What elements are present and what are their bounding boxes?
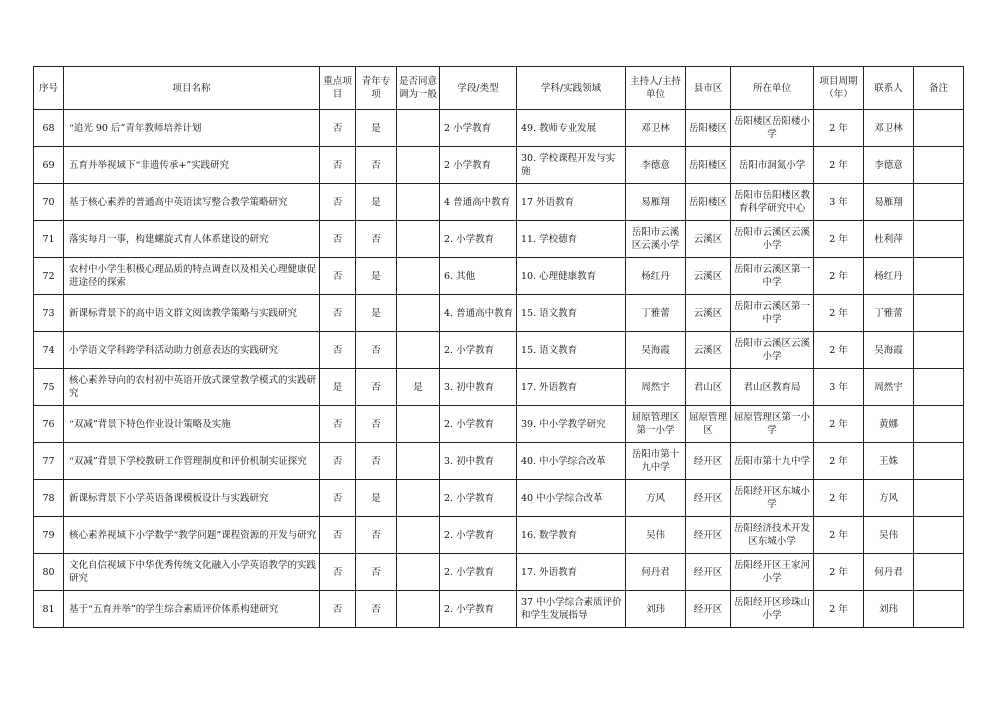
cell-host: 刘玮 <box>626 591 686 628</box>
cell-county: 岳阳楼区 <box>686 147 731 184</box>
cell-host: 何丹君 <box>626 554 686 591</box>
cell-unit: 岳阳市云溪区第一中学 <box>731 295 814 332</box>
cell-subject-field: 37 中小学综合素质评价和学生发展指导 <box>517 591 626 628</box>
cell-host: 邓卫林 <box>626 110 686 147</box>
header-county: 县市区 <box>686 67 731 110</box>
table-header-row <box>34 67 964 110</box>
cell-note <box>914 406 964 443</box>
cell-stage-type: 2. 小学教育 <box>440 406 517 443</box>
cell-unit: 岳阳市云溪区云溪小学 <box>731 221 814 258</box>
cell-county: 经开区 <box>686 443 731 480</box>
cell-project-name: 核心素养导向的农村初中英语开放式课堂教学模式的实践研究 <box>64 369 320 406</box>
table-row <box>34 480 964 517</box>
cell-stage-type: 2. 小学教育 <box>440 517 517 554</box>
cell-project-name: “双减”背景下学校教研工作管理制度和评价机制实证探究 <box>64 443 320 480</box>
cell-unit: 岳阳市岳阳楼区教育科学研究中心 <box>731 184 814 221</box>
cell-period: 2 年 <box>814 591 864 628</box>
header-unit: 所在单位 <box>731 67 814 110</box>
table-row <box>34 258 964 295</box>
table-row <box>34 332 964 369</box>
cell-host: 岳阳市第十九中学 <box>626 443 686 480</box>
table-row <box>34 295 964 332</box>
cell-project-name: 新课标背景下的高中语文群文阅读教学策略与实践研究 <box>64 295 320 332</box>
cell-stage-type: 2. 小学教育 <box>440 332 517 369</box>
cell-agree-adjust <box>397 184 440 221</box>
cell-county: 经开区 <box>686 517 731 554</box>
cell-period: 2 年 <box>814 221 864 258</box>
cell-project-name: 文化自信视域下中华优秀传统文化融入小学英语教学的实践研究 <box>64 554 320 591</box>
header-key-project: 重点项目 <box>320 67 356 110</box>
header-contact: 联系人 <box>864 67 914 110</box>
cell-contact: 周然宇 <box>864 369 914 406</box>
cell-stage-type: 2. 小学教育 <box>440 221 517 258</box>
cell-unit: 岳阳楼区岳阳楼小学 <box>731 110 814 147</box>
cell-no: 77 <box>34 443 64 480</box>
cell-host: 屈原管理区第一小学 <box>626 406 686 443</box>
cell-youth-special: 否 <box>356 406 397 443</box>
cell-agree-adjust <box>397 406 440 443</box>
cell-period: 2 年 <box>814 406 864 443</box>
cell-note <box>914 517 964 554</box>
header-period: 项目周期（年） <box>814 67 864 110</box>
cell-key-project: 是 <box>320 369 356 406</box>
cell-unit: 岳阳市第十九中学 <box>731 443 814 480</box>
cell-project-name: 农村中小学生积极心理品质的特点调查以及相关心理健康促进途径的探索 <box>64 258 320 295</box>
cell-period: 2 年 <box>814 258 864 295</box>
cell-county: 君山区 <box>686 369 731 406</box>
cell-key-project: 否 <box>320 147 356 184</box>
cell-unit: 岳阳市云溪区第一中学 <box>731 258 814 295</box>
cell-contact: 杜利萍 <box>864 221 914 258</box>
cell-key-project: 否 <box>320 591 356 628</box>
cell-contact: 李德意 <box>864 147 914 184</box>
cell-no: 69 <box>34 147 64 184</box>
cell-key-project: 否 <box>320 406 356 443</box>
cell-unit: 岳阳经开区珍珠山小学 <box>731 591 814 628</box>
cell-unit: 岳阳市云溪区云溪小学 <box>731 332 814 369</box>
cell-stage-type: 2 小学教育 <box>440 147 517 184</box>
cell-stage-type: 6. 其他 <box>440 258 517 295</box>
cell-note <box>914 110 964 147</box>
cell-unit: 岳阳经开区王家河小学 <box>731 554 814 591</box>
cell-no: 72 <box>34 258 64 295</box>
cell-host: 丁雅蕾 <box>626 295 686 332</box>
cell-stage-type: 2. 小学教育 <box>440 591 517 628</box>
cell-unit: 岳阳经开区东城小学 <box>731 480 814 517</box>
cell-agree-adjust <box>397 480 440 517</box>
cell-project-name: 基于核心素养的普通高中英语读写整合教学策略研究 <box>64 184 320 221</box>
cell-agree-adjust: 是 <box>397 369 440 406</box>
cell-note <box>914 480 964 517</box>
cell-key-project: 否 <box>320 184 356 221</box>
cell-agree-adjust <box>397 554 440 591</box>
cell-project-name: 基于“五育并举”的学生综合素质评价体系构建研究 <box>64 591 320 628</box>
cell-county: 云溪区 <box>686 295 731 332</box>
cell-youth-special: 否 <box>356 147 397 184</box>
cell-key-project: 否 <box>320 332 356 369</box>
cell-no: 75 <box>34 369 64 406</box>
cell-no: 81 <box>34 591 64 628</box>
table-row <box>34 443 964 480</box>
cell-stage-type: 4. 普通高中教育 <box>440 295 517 332</box>
cell-agree-adjust <box>397 110 440 147</box>
cell-subject-field: 49. 教师专业发展 <box>517 110 626 147</box>
cell-youth-special: 否 <box>356 221 397 258</box>
cell-unit: 屈原管理区第一小学 <box>731 406 814 443</box>
cell-host: 杨红丹 <box>626 258 686 295</box>
cell-note <box>914 332 964 369</box>
cell-project-name: 小学语文学科跨学科活动助力创意表达的实践研究 <box>64 332 320 369</box>
cell-period: 2 年 <box>814 295 864 332</box>
cell-contact: 方风 <box>864 480 914 517</box>
cell-agree-adjust <box>397 221 440 258</box>
cell-key-project: 否 <box>320 517 356 554</box>
cell-key-project: 否 <box>320 443 356 480</box>
cell-agree-adjust <box>397 591 440 628</box>
cell-contact: 黄娜 <box>864 406 914 443</box>
cell-no: 73 <box>34 295 64 332</box>
table-row <box>34 369 964 406</box>
cell-subject-field: 17. 外语教育 <box>517 369 626 406</box>
cell-unit: 岳阳市洞氮小学 <box>731 147 814 184</box>
cell-youth-special: 是 <box>356 295 397 332</box>
cell-note <box>914 554 964 591</box>
cell-county: 经开区 <box>686 591 731 628</box>
cell-county: 岳阳楼区 <box>686 184 731 221</box>
cell-subject-field: 39. 中小学教学研究 <box>517 406 626 443</box>
table-row <box>34 147 964 184</box>
cell-host: 吴海霞 <box>626 332 686 369</box>
cell-county: 云溪区 <box>686 332 731 369</box>
cell-county: 经开区 <box>686 554 731 591</box>
cell-key-project: 否 <box>320 258 356 295</box>
cell-note <box>914 147 964 184</box>
cell-no: 79 <box>34 517 64 554</box>
table-row <box>34 184 964 221</box>
table-row <box>34 517 964 554</box>
cell-youth-special: 否 <box>356 332 397 369</box>
cell-stage-type: 3. 初中教育 <box>440 369 517 406</box>
cell-subject-field: 10. 心理健康教育 <box>517 258 626 295</box>
cell-no: 74 <box>34 332 64 369</box>
cell-subject-field: 40. 中小学综合改革 <box>517 443 626 480</box>
cell-project-name: 五育并举视域下“非遗传承+”实践研究 <box>64 147 320 184</box>
header-stage-type: 学段/类型 <box>440 67 517 110</box>
cell-subject-field: 15. 语文教育 <box>517 332 626 369</box>
cell-period: 2 年 <box>814 517 864 554</box>
cell-project-name: 落实每月一事，构建螺旋式育人体系建设的研究 <box>64 221 320 258</box>
project-table <box>33 66 964 628</box>
cell-youth-special: 否 <box>356 517 397 554</box>
cell-youth-special: 是 <box>356 480 397 517</box>
table-row <box>34 591 964 628</box>
cell-agree-adjust <box>397 332 440 369</box>
header-agree-adjust: 是否同意调为一般 <box>397 67 440 110</box>
cell-period: 2 年 <box>814 443 864 480</box>
cell-key-project: 否 <box>320 480 356 517</box>
cell-note <box>914 221 964 258</box>
cell-note <box>914 258 964 295</box>
cell-host: 周然宇 <box>626 369 686 406</box>
cell-period: 3 年 <box>814 184 864 221</box>
cell-subject-field: 16. 数学教育 <box>517 517 626 554</box>
cell-youth-special: 是 <box>356 258 397 295</box>
cell-host: 岳阳市云溪区云溪小学 <box>626 221 686 258</box>
header-note: 备注 <box>914 67 964 110</box>
cell-stage-type: 2. 小学教育 <box>440 480 517 517</box>
cell-contact: 邓卫林 <box>864 110 914 147</box>
cell-host: 李德意 <box>626 147 686 184</box>
cell-county: 云溪区 <box>686 221 731 258</box>
cell-host: 吴伟 <box>626 517 686 554</box>
cell-period: 2 年 <box>814 480 864 517</box>
cell-no: 71 <box>34 221 64 258</box>
cell-county: 经开区 <box>686 480 731 517</box>
cell-key-project: 否 <box>320 295 356 332</box>
cell-project-name: 新课标背景下小学英语备课模板设计与实践研究 <box>64 480 320 517</box>
table-row <box>34 221 964 258</box>
cell-agree-adjust <box>397 295 440 332</box>
cell-contact: 丁雅蕾 <box>864 295 914 332</box>
header-project-name: 项目名称 <box>64 67 320 110</box>
cell-county: 屈原管理区 <box>686 406 731 443</box>
cell-youth-special: 否 <box>356 369 397 406</box>
cell-project-name: “双减”背景下特色作业设计策略及实施 <box>64 406 320 443</box>
cell-contact: 王姝 <box>864 443 914 480</box>
cell-note <box>914 443 964 480</box>
cell-no: 70 <box>34 184 64 221</box>
cell-stage-type: 2. 小学教育 <box>440 554 517 591</box>
cell-youth-special: 否 <box>356 554 397 591</box>
table-row <box>34 110 964 147</box>
cell-contact: 杨红丹 <box>864 258 914 295</box>
cell-note <box>914 184 964 221</box>
cell-no: 68 <box>34 110 64 147</box>
cell-stage-type: 4 普通高中教育 <box>440 184 517 221</box>
cell-youth-special: 是 <box>356 184 397 221</box>
header-no: 序号 <box>34 67 64 110</box>
cell-note <box>914 591 964 628</box>
cell-project-name: “追光 90 后”青年教师培养计划 <box>64 110 320 147</box>
header-subject-field: 学科/实践领域 <box>517 67 626 110</box>
cell-period: 2 年 <box>814 110 864 147</box>
cell-host: 方风 <box>626 480 686 517</box>
cell-subject-field: 17 外语教育 <box>517 184 626 221</box>
cell-agree-adjust <box>397 258 440 295</box>
cell-key-project: 否 <box>320 554 356 591</box>
cell-key-project: 否 <box>320 221 356 258</box>
cell-key-project: 否 <box>320 110 356 147</box>
cell-no: 78 <box>34 480 64 517</box>
cell-contact: 刘玮 <box>864 591 914 628</box>
cell-subject-field: 30. 学校课程开发与实施 <box>517 147 626 184</box>
cell-period: 3 年 <box>814 369 864 406</box>
cell-stage-type: 2 小学教育 <box>440 110 517 147</box>
project-table-page <box>33 66 964 628</box>
cell-note <box>914 369 964 406</box>
cell-unit: 君山区教育局 <box>731 369 814 406</box>
cell-contact: 吴伟 <box>864 517 914 554</box>
cell-no: 80 <box>34 554 64 591</box>
header-host: 主持人/主持单位 <box>626 67 686 110</box>
cell-subject-field: 40 中小学综合改革 <box>517 480 626 517</box>
table-row <box>34 406 964 443</box>
cell-agree-adjust <box>397 147 440 184</box>
cell-contact: 吴海霞 <box>864 332 914 369</box>
cell-youth-special: 否 <box>356 591 397 628</box>
cell-no: 76 <box>34 406 64 443</box>
cell-unit: 岳阳经济技术开发区东城小学 <box>731 517 814 554</box>
cell-host: 易雁翔 <box>626 184 686 221</box>
cell-period: 2 年 <box>814 147 864 184</box>
cell-youth-special: 是 <box>356 110 397 147</box>
cell-agree-adjust <box>397 443 440 480</box>
table-row <box>34 554 964 591</box>
cell-contact: 易雁翔 <box>864 184 914 221</box>
cell-contact: 何丹君 <box>864 554 914 591</box>
cell-project-name: 核心素养视域下小学数学“教学问题”课程资源的开发与研究 <box>64 517 320 554</box>
cell-note <box>914 295 964 332</box>
cell-agree-adjust <box>397 517 440 554</box>
table-body <box>34 110 964 628</box>
header-youth-special: 青年专项 <box>356 67 397 110</box>
cell-subject-field: 15. 语文教育 <box>517 295 626 332</box>
cell-subject-field: 11. 学校德育 <box>517 221 626 258</box>
cell-county: 岳阳楼区 <box>686 110 731 147</box>
cell-period: 2 年 <box>814 554 864 591</box>
cell-subject-field: 17. 外语教育 <box>517 554 626 591</box>
cell-period: 2 年 <box>814 332 864 369</box>
cell-county: 云溪区 <box>686 258 731 295</box>
cell-stage-type: 3. 初中教育 <box>440 443 517 480</box>
cell-youth-special: 否 <box>356 443 397 480</box>
